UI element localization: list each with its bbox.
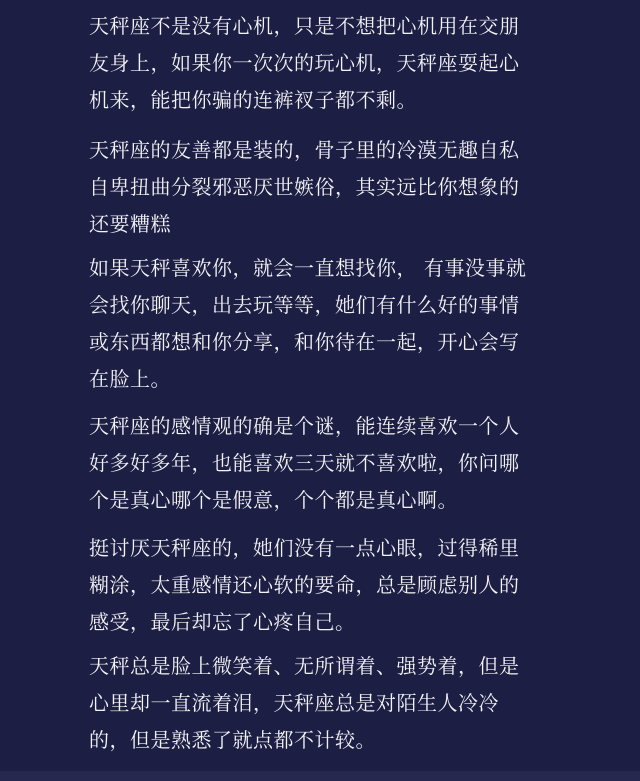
paragraph-2 [89,132,549,243]
paragraph-1 [89,8,549,119]
paragraph-line: 糊涂，太重感情还心软的要命，总是顾虑别人的 [89,573,520,597]
paragraph-line: 挺讨厌天秤座的，她们没有一点心眼，过得稀里 [89,536,520,560]
paragraph-line: 感受，最后却忘了心疼自己。 [89,610,356,634]
paragraph-line: 好多好多年，也能喜欢三天就不喜欢啦，你问哪 [89,451,520,475]
paragraph-5 [89,530,549,641]
paragraph-line: 如果天秤喜欢你，就会一直想找你， 有事没事就 [89,256,527,280]
bottom-edge [0,771,640,781]
paragraph-line: 的，但是熟悉了就点都不计较。 [89,728,376,752]
paragraph-line: 天秤座不是没有心机，只是不想把心机用在交朋 [89,14,520,38]
paragraph-line: 机来，能把你骗的连裤衩子都不剩。 [89,88,417,112]
paragraph-line: 天秤座的感情观的确是个谜，能连续喜欢一个人 [89,414,520,438]
paragraph-line: 或东西都想和你分享，和你待在一起，开心会写 [89,330,520,354]
paragraph-3 [89,250,549,398]
paragraph-line: 会找你聊天，出去玩等等，她们有什么好的事情 [89,293,520,317]
paragraph-line: 天秤座的友善都是装的，骨子里的冷漠无趣自私 [89,138,520,162]
paragraph-line: 自卑扭曲分裂邪恶厌世嫉俗，其实远比你想象的 [89,175,520,199]
paragraph-4 [89,408,549,519]
paragraph-line: 天秤总是脸上微笑着、无所谓着、强势着，但是 [89,654,520,678]
paragraph-line: 在脸上。 [89,367,171,391]
paragraph-6 [89,648,549,759]
paragraph-line: 友身上，如果你一次次的玩心机，天秤座耍起心 [89,51,520,75]
paragraph-line: 还要糟糕 [89,212,171,236]
paragraph-line: 心里却一直流着泪，天秤座总是对陌生人冷冷 [89,691,499,715]
paragraph-line: 个是真心哪个是假意，个个都是真心啊。 [89,488,458,512]
